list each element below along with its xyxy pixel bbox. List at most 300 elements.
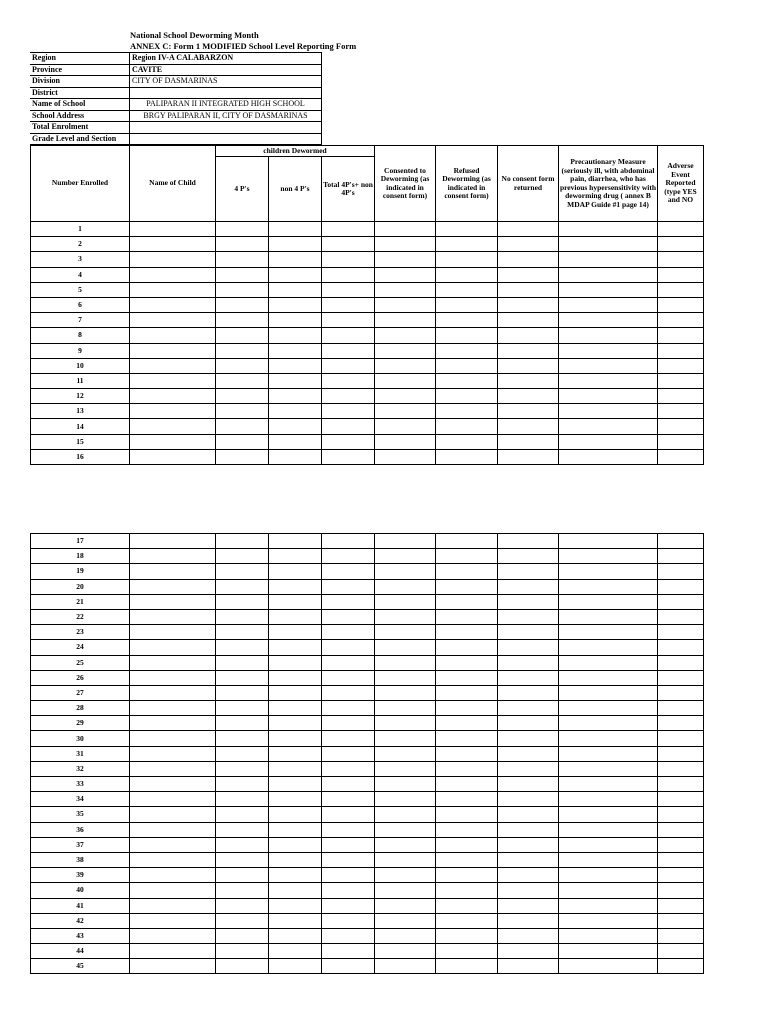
entry-cell[interactable] xyxy=(559,313,658,328)
entry-cell[interactable] xyxy=(322,701,375,716)
entry-cell[interactable] xyxy=(375,852,436,867)
entry-cell[interactable] xyxy=(375,594,436,609)
entry-cell[interactable] xyxy=(436,777,498,792)
entry-cell[interactable] xyxy=(658,434,704,449)
entry-cell[interactable] xyxy=(559,237,658,252)
entry-cell[interactable] xyxy=(216,837,269,852)
entry-cell[interactable] xyxy=(498,883,559,898)
entry-cell[interactable] xyxy=(216,944,269,959)
entry-cell[interactable] xyxy=(130,313,216,328)
entry-cell[interactable] xyxy=(436,716,498,731)
entry-cell[interactable] xyxy=(375,282,436,297)
entry-cell[interactable] xyxy=(130,579,216,594)
entry-cell[interactable] xyxy=(658,716,704,731)
entry-cell[interactable] xyxy=(216,959,269,974)
entry-cell[interactable] xyxy=(216,807,269,822)
entry-cell[interactable] xyxy=(658,685,704,700)
entry-cell[interactable] xyxy=(658,358,704,373)
entry-cell[interactable] xyxy=(322,343,375,358)
entry-cell[interactable] xyxy=(436,267,498,282)
entry-cell[interactable] xyxy=(375,434,436,449)
entry-cell[interactable] xyxy=(436,549,498,564)
entry-cell[interactable] xyxy=(658,670,704,685)
entry-cell[interactable] xyxy=(216,777,269,792)
entry-cell[interactable] xyxy=(436,237,498,252)
entry-cell[interactable] xyxy=(658,549,704,564)
entry-cell[interactable] xyxy=(322,716,375,731)
entry-cell[interactable] xyxy=(375,579,436,594)
entry-cell[interactable] xyxy=(269,282,322,297)
entry-cell[interactable] xyxy=(269,807,322,822)
entry-cell[interactable] xyxy=(322,564,375,579)
entry-cell[interactable] xyxy=(322,404,375,419)
entry-cell[interactable] xyxy=(559,731,658,746)
entry-cell[interactable] xyxy=(436,685,498,700)
entry-cell[interactable] xyxy=(322,731,375,746)
entry-cell[interactable] xyxy=(322,640,375,655)
entry-cell[interactable] xyxy=(559,883,658,898)
entry-cell[interactable] xyxy=(498,685,559,700)
entry-cell[interactable] xyxy=(436,655,498,670)
entry-cell[interactable] xyxy=(216,928,269,943)
entry-cell[interactable] xyxy=(375,564,436,579)
entry-cell[interactable] xyxy=(269,434,322,449)
entry-cell[interactable] xyxy=(436,328,498,343)
entry-cell[interactable] xyxy=(658,822,704,837)
entry-cell[interactable] xyxy=(130,449,216,464)
entry-cell[interactable] xyxy=(498,609,559,624)
entry-cell[interactable] xyxy=(130,640,216,655)
entry-cell[interactable] xyxy=(436,625,498,640)
entry-cell[interactable] xyxy=(322,358,375,373)
entry-cell[interactable] xyxy=(269,252,322,267)
entry-cell[interactable] xyxy=(559,852,658,867)
entry-cell[interactable] xyxy=(322,419,375,434)
entry-cell[interactable] xyxy=(375,883,436,898)
entry-cell[interactable] xyxy=(498,373,559,388)
entry-cell[interactable] xyxy=(322,594,375,609)
entry-cell[interactable] xyxy=(130,419,216,434)
entry-cell[interactable] xyxy=(498,434,559,449)
entry-cell[interactable] xyxy=(322,434,375,449)
entry-cell[interactable] xyxy=(658,609,704,624)
entry-cell[interactable] xyxy=(498,564,559,579)
entry-cell[interactable] xyxy=(375,898,436,913)
entry-cell[interactable] xyxy=(322,655,375,670)
entry-cell[interactable] xyxy=(216,822,269,837)
entry-cell[interactable] xyxy=(269,852,322,867)
entry-cell[interactable] xyxy=(322,822,375,837)
entry-cell[interactable] xyxy=(498,852,559,867)
entry-cell[interactable] xyxy=(559,404,658,419)
entry-cell[interactable] xyxy=(216,449,269,464)
entry-cell[interactable] xyxy=(130,852,216,867)
entry-cell[interactable] xyxy=(658,761,704,776)
entry-cell[interactable] xyxy=(658,237,704,252)
entry-cell[interactable] xyxy=(658,328,704,343)
entry-cell[interactable] xyxy=(375,685,436,700)
entry-cell[interactable] xyxy=(216,404,269,419)
entry-cell[interactable] xyxy=(130,389,216,404)
entry-cell[interactable] xyxy=(216,746,269,761)
entry-cell[interactable] xyxy=(269,792,322,807)
entry-cell[interactable] xyxy=(498,777,559,792)
entry-cell[interactable] xyxy=(436,579,498,594)
entry-cell[interactable] xyxy=(322,625,375,640)
entry-cell[interactable] xyxy=(269,267,322,282)
entry-cell[interactable] xyxy=(559,594,658,609)
entry-cell[interactable] xyxy=(559,222,658,237)
entry-cell[interactable] xyxy=(269,449,322,464)
entry-cell[interactable] xyxy=(322,373,375,388)
entry-cell[interactable] xyxy=(322,534,375,549)
entry-cell[interactable] xyxy=(269,625,322,640)
entry-cell[interactable] xyxy=(216,625,269,640)
entry-cell[interactable] xyxy=(498,625,559,640)
entry-cell[interactable] xyxy=(559,389,658,404)
entry-cell[interactable] xyxy=(559,685,658,700)
entry-cell[interactable] xyxy=(375,807,436,822)
entry-cell[interactable] xyxy=(658,792,704,807)
entry-cell[interactable] xyxy=(130,898,216,913)
entry-cell[interactable] xyxy=(658,252,704,267)
entry-cell[interactable] xyxy=(658,282,704,297)
entry-cell[interactable] xyxy=(130,358,216,373)
entry-cell[interactable] xyxy=(498,928,559,943)
entry-cell[interactable] xyxy=(130,746,216,761)
entry-cell[interactable] xyxy=(436,898,498,913)
entry-cell[interactable] xyxy=(658,928,704,943)
entry-cell[interactable] xyxy=(269,670,322,685)
entry-cell[interactable] xyxy=(322,761,375,776)
entry-cell[interactable] xyxy=(498,837,559,852)
entry-cell[interactable] xyxy=(436,731,498,746)
entry-cell[interactable] xyxy=(559,944,658,959)
entry-cell[interactable] xyxy=(436,564,498,579)
info-value[interactable] xyxy=(130,87,322,99)
entry-cell[interactable] xyxy=(498,898,559,913)
entry-cell[interactable] xyxy=(216,852,269,867)
entry-cell[interactable] xyxy=(436,252,498,267)
entry-cell[interactable] xyxy=(498,640,559,655)
entry-cell[interactable] xyxy=(375,701,436,716)
entry-cell[interactable] xyxy=(559,579,658,594)
entry-cell[interactable] xyxy=(498,419,559,434)
entry-cell[interactable] xyxy=(216,655,269,670)
entry-cell[interactable] xyxy=(216,883,269,898)
entry-cell[interactable] xyxy=(216,564,269,579)
entry-cell[interactable] xyxy=(216,731,269,746)
entry-cell[interactable] xyxy=(559,564,658,579)
entry-cell[interactable] xyxy=(269,297,322,312)
entry-cell[interactable] xyxy=(559,640,658,655)
entry-cell[interactable] xyxy=(130,837,216,852)
entry-cell[interactable] xyxy=(216,343,269,358)
entry-cell[interactable] xyxy=(130,237,216,252)
entry-cell[interactable] xyxy=(269,685,322,700)
entry-cell[interactable] xyxy=(559,913,658,928)
entry-cell[interactable] xyxy=(322,944,375,959)
entry-cell[interactable] xyxy=(130,761,216,776)
entry-cell[interactable] xyxy=(216,419,269,434)
entry-cell[interactable] xyxy=(498,716,559,731)
entry-cell[interactable] xyxy=(559,670,658,685)
entry-cell[interactable] xyxy=(269,358,322,373)
entry-cell[interactable] xyxy=(216,222,269,237)
entry-cell[interactable] xyxy=(269,222,322,237)
entry-cell[interactable] xyxy=(559,701,658,716)
entry-cell[interactable] xyxy=(375,297,436,312)
entry-cell[interactable] xyxy=(559,419,658,434)
entry-cell[interactable] xyxy=(375,237,436,252)
entry-cell[interactable] xyxy=(658,389,704,404)
entry-cell[interactable] xyxy=(559,297,658,312)
entry-cell[interactable] xyxy=(436,419,498,434)
entry-cell[interactable] xyxy=(436,282,498,297)
entry-cell[interactable] xyxy=(130,944,216,959)
entry-cell[interactable] xyxy=(322,868,375,883)
entry-cell[interactable] xyxy=(216,716,269,731)
entry-cell[interactable] xyxy=(498,655,559,670)
entry-cell[interactable] xyxy=(436,640,498,655)
entry-cell[interactable] xyxy=(658,579,704,594)
entry-cell[interactable] xyxy=(436,807,498,822)
entry-cell[interactable] xyxy=(498,328,559,343)
entry-cell[interactable] xyxy=(322,928,375,943)
entry-cell[interactable] xyxy=(322,670,375,685)
entry-cell[interactable] xyxy=(658,625,704,640)
entry-cell[interactable] xyxy=(375,822,436,837)
entry-cell[interactable] xyxy=(216,358,269,373)
entry-cell[interactable] xyxy=(436,609,498,624)
entry-cell[interactable] xyxy=(375,868,436,883)
entry-cell[interactable] xyxy=(375,534,436,549)
entry-cell[interactable] xyxy=(436,404,498,419)
entry-cell[interactable] xyxy=(322,282,375,297)
entry-cell[interactable] xyxy=(498,822,559,837)
entry-cell[interactable] xyxy=(658,534,704,549)
entry-cell[interactable] xyxy=(269,701,322,716)
entry-cell[interactable] xyxy=(130,655,216,670)
entry-cell[interactable] xyxy=(658,701,704,716)
entry-cell[interactable] xyxy=(322,913,375,928)
entry-cell[interactable] xyxy=(498,944,559,959)
entry-cell[interactable] xyxy=(130,868,216,883)
entry-cell[interactable] xyxy=(658,746,704,761)
entry-cell[interactable] xyxy=(498,549,559,564)
entry-cell[interactable] xyxy=(375,609,436,624)
entry-cell[interactable] xyxy=(216,685,269,700)
entry-cell[interactable] xyxy=(436,222,498,237)
entry-cell[interactable] xyxy=(322,898,375,913)
entry-cell[interactable] xyxy=(375,913,436,928)
entry-cell[interactable] xyxy=(130,267,216,282)
entry-cell[interactable] xyxy=(375,252,436,267)
entry-cell[interactable] xyxy=(498,594,559,609)
entry-cell[interactable] xyxy=(559,959,658,974)
entry-cell[interactable] xyxy=(436,449,498,464)
entry-cell[interactable] xyxy=(130,959,216,974)
entry-cell[interactable] xyxy=(216,389,269,404)
entry-cell[interactable] xyxy=(498,267,559,282)
entry-cell[interactable] xyxy=(658,837,704,852)
entry-cell[interactable] xyxy=(375,328,436,343)
entry-cell[interactable] xyxy=(498,237,559,252)
entry-cell[interactable] xyxy=(436,792,498,807)
entry-cell[interactable] xyxy=(436,358,498,373)
entry-cell[interactable] xyxy=(436,746,498,761)
entry-cell[interactable] xyxy=(216,534,269,549)
info-value[interactable]: CITY OF DASMARINAS xyxy=(130,76,322,88)
entry-cell[interactable] xyxy=(559,434,658,449)
entry-cell[interactable] xyxy=(269,419,322,434)
entry-cell[interactable] xyxy=(498,297,559,312)
entry-cell[interactable] xyxy=(322,883,375,898)
entry-cell[interactable] xyxy=(130,609,216,624)
entry-cell[interactable] xyxy=(130,328,216,343)
entry-cell[interactable] xyxy=(559,328,658,343)
entry-cell[interactable] xyxy=(658,640,704,655)
entry-cell[interactable] xyxy=(322,237,375,252)
entry-cell[interactable] xyxy=(436,594,498,609)
entry-cell[interactable] xyxy=(559,716,658,731)
entry-cell[interactable] xyxy=(375,222,436,237)
entry-cell[interactable] xyxy=(658,449,704,464)
entry-cell[interactable] xyxy=(322,549,375,564)
entry-cell[interactable] xyxy=(498,282,559,297)
entry-cell[interactable] xyxy=(658,868,704,883)
entry-cell[interactable] xyxy=(498,343,559,358)
entry-cell[interactable] xyxy=(559,252,658,267)
entry-cell[interactable] xyxy=(130,594,216,609)
entry-cell[interactable] xyxy=(322,389,375,404)
entry-cell[interactable] xyxy=(436,944,498,959)
entry-cell[interactable] xyxy=(375,655,436,670)
entry-cell[interactable] xyxy=(498,389,559,404)
entry-cell[interactable] xyxy=(130,625,216,640)
entry-cell[interactable] xyxy=(436,913,498,928)
entry-cell[interactable] xyxy=(216,579,269,594)
entry-cell[interactable] xyxy=(269,959,322,974)
entry-cell[interactable] xyxy=(559,928,658,943)
entry-cell[interactable] xyxy=(436,534,498,549)
entry-cell[interactable] xyxy=(498,913,559,928)
entry-cell[interactable] xyxy=(269,655,322,670)
entry-cell[interactable] xyxy=(436,670,498,685)
entry-cell[interactable] xyxy=(130,297,216,312)
entry-cell[interactable] xyxy=(216,373,269,388)
entry-cell[interactable] xyxy=(216,761,269,776)
entry-cell[interactable] xyxy=(559,625,658,640)
entry-cell[interactable] xyxy=(559,822,658,837)
entry-cell[interactable] xyxy=(658,222,704,237)
entry-cell[interactable] xyxy=(269,389,322,404)
entry-cell[interactable] xyxy=(498,701,559,716)
entry-cell[interactable] xyxy=(436,373,498,388)
entry-cell[interactable] xyxy=(436,297,498,312)
entry-cell[interactable] xyxy=(436,313,498,328)
entry-cell[interactable] xyxy=(216,434,269,449)
entry-cell[interactable] xyxy=(269,328,322,343)
entry-cell[interactable] xyxy=(269,549,322,564)
entry-cell[interactable] xyxy=(216,549,269,564)
entry-cell[interactable] xyxy=(559,837,658,852)
entry-cell[interactable] xyxy=(130,670,216,685)
entry-cell[interactable] xyxy=(498,807,559,822)
entry-cell[interactable] xyxy=(498,959,559,974)
entry-cell[interactable] xyxy=(130,404,216,419)
entry-cell[interactable] xyxy=(269,579,322,594)
entry-cell[interactable] xyxy=(498,731,559,746)
entry-cell[interactable] xyxy=(375,837,436,852)
entry-cell[interactable] xyxy=(130,549,216,564)
entry-cell[interactable] xyxy=(130,883,216,898)
entry-cell[interactable] xyxy=(498,792,559,807)
entry-cell[interactable] xyxy=(130,373,216,388)
entry-cell[interactable] xyxy=(375,358,436,373)
entry-cell[interactable] xyxy=(498,404,559,419)
entry-cell[interactable] xyxy=(269,609,322,624)
info-value[interactable] xyxy=(130,133,322,145)
entry-cell[interactable] xyxy=(658,731,704,746)
entry-cell[interactable] xyxy=(375,746,436,761)
entry-cell[interactable] xyxy=(559,358,658,373)
entry-cell[interactable] xyxy=(436,822,498,837)
entry-cell[interactable] xyxy=(322,328,375,343)
entry-cell[interactable] xyxy=(375,389,436,404)
entry-cell[interactable] xyxy=(375,777,436,792)
entry-cell[interactable] xyxy=(498,449,559,464)
entry-cell[interactable] xyxy=(216,297,269,312)
entry-cell[interactable] xyxy=(269,343,322,358)
entry-cell[interactable] xyxy=(322,449,375,464)
entry-cell[interactable] xyxy=(269,594,322,609)
entry-cell[interactable] xyxy=(130,534,216,549)
entry-cell[interactable] xyxy=(130,807,216,822)
entry-cell[interactable] xyxy=(130,701,216,716)
entry-cell[interactable] xyxy=(559,746,658,761)
entry-cell[interactable] xyxy=(216,701,269,716)
entry-cell[interactable] xyxy=(436,701,498,716)
info-value[interactable]: Region IV-A CALABARZON xyxy=(130,53,322,65)
entry-cell[interactable] xyxy=(658,807,704,822)
entry-cell[interactable] xyxy=(130,685,216,700)
entry-cell[interactable] xyxy=(322,267,375,282)
entry-cell[interactable] xyxy=(269,928,322,943)
entry-cell[interactable] xyxy=(322,746,375,761)
entry-cell[interactable] xyxy=(375,373,436,388)
entry-cell[interactable] xyxy=(658,913,704,928)
entry-cell[interactable] xyxy=(498,670,559,685)
entry-cell[interactable] xyxy=(216,282,269,297)
entry-cell[interactable] xyxy=(375,761,436,776)
entry-cell[interactable] xyxy=(559,898,658,913)
info-value[interactable] xyxy=(130,122,322,134)
entry-cell[interactable] xyxy=(658,594,704,609)
entry-cell[interactable] xyxy=(130,777,216,792)
entry-cell[interactable] xyxy=(658,777,704,792)
entry-cell[interactable] xyxy=(269,913,322,928)
entry-cell[interactable] xyxy=(216,313,269,328)
entry-cell[interactable] xyxy=(436,852,498,867)
entry-cell[interactable] xyxy=(216,898,269,913)
entry-cell[interactable] xyxy=(269,898,322,913)
entry-cell[interactable] xyxy=(658,898,704,913)
entry-cell[interactable] xyxy=(216,267,269,282)
entry-cell[interactable] xyxy=(130,222,216,237)
entry-cell[interactable] xyxy=(216,868,269,883)
entry-cell[interactable] xyxy=(375,928,436,943)
